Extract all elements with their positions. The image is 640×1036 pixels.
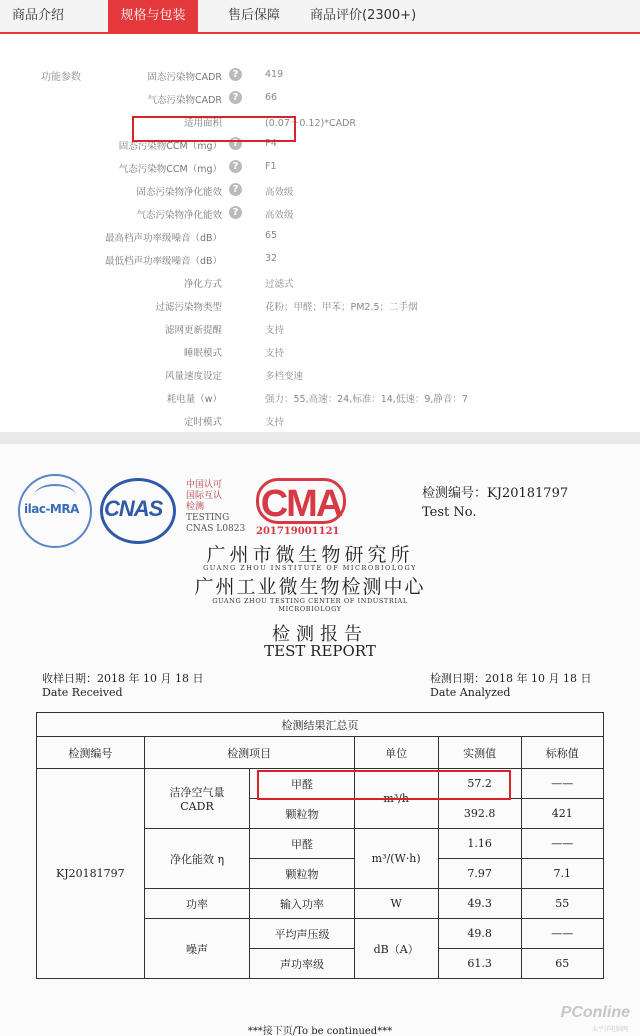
nominal-cell: —— [521, 829, 603, 859]
spec-value: 多档变速 [265, 371, 304, 382]
item-cell: 颗粒物 [250, 859, 354, 889]
report-title: 检测报告 [272, 624, 368, 645]
spec-row [0, 158, 640, 178]
table-header: 检测编号 [37, 737, 145, 769]
section-divider [0, 432, 640, 444]
org-name: 广州市微生物研究所 [206, 544, 414, 566]
spec-label: 气态污染物CCM（mg） [118, 164, 222, 175]
spec-label: 最低档声功率级噪音（dB） [104, 256, 222, 267]
highlight-box [132, 116, 296, 142]
spec-panel [0, 34, 640, 432]
unit-cell: m³/h [354, 769, 438, 829]
spec-row [0, 181, 640, 201]
spec-label: 定时模式 [183, 417, 222, 428]
center-name-en: GUANG ZHOU TESTING CENTER OF INDUSTRIAL MICROBIOLOGY [212, 597, 408, 613]
measured-cell: 7.97 [438, 859, 521, 889]
measured-cell: 61.3 [438, 949, 521, 979]
date-analyzed: 检测日期：2018 年 10 月 18 日 Date Analyzed [430, 672, 592, 699]
continued-note: ***接下页/To be continued*** [247, 1026, 393, 1036]
cma-logo: CMA [256, 474, 346, 530]
power-label-cell: 功率 [144, 889, 250, 919]
item-cell: 平均声压级 [250, 919, 354, 949]
date-received: 收样日期：2018 年 10 月 18 日 Date Received [42, 672, 204, 699]
efficiency-label-cell: 净化能效 η [144, 829, 250, 889]
spec-label: 风量速度设定 [164, 371, 222, 382]
results-table [36, 712, 604, 979]
measured-cell: 392.8 [438, 799, 521, 829]
spec-row [0, 204, 640, 224]
spec-row [0, 112, 640, 132]
help-icon[interactable]: ? [229, 160, 242, 173]
spec-value: (0.07～0.12)*CADR [265, 118, 357, 129]
tab-product-intro[interactable]: 商品介绍 [12, 8, 65, 23]
nominal-cell: 421 [521, 799, 603, 829]
cadr-label-cell: 洁净空气量 CADR [144, 769, 250, 829]
spec-value: 419 [265, 69, 284, 80]
unit-cell: dB（A） [354, 919, 438, 979]
spec-label: 净化方式 [183, 279, 222, 290]
spec-value: 过滤式 [265, 279, 294, 290]
tab-after-sales[interactable]: 售后保障 [228, 8, 281, 23]
help-icon[interactable]: ? [229, 206, 242, 219]
table-header: 标称值 [521, 737, 603, 769]
spec-label: 气态污染物净化能效 [136, 210, 222, 221]
measured-cell: 57.2 [438, 769, 521, 799]
item-cell: 甲醛 [250, 829, 354, 859]
nominal-cell: 55 [521, 889, 603, 919]
spec-row [0, 319, 640, 339]
ilac-mra-logo: ilac-MRA [18, 474, 92, 548]
spec-label: 固态污染物CADR [147, 72, 222, 83]
accreditation-text: 中国认可 国际互认 检测 TESTING CNAS L0823 [186, 480, 246, 534]
spec-row [0, 273, 640, 293]
measured-cell: 1.16 [438, 829, 521, 859]
table-header: 实测值 [438, 737, 521, 769]
spec-label: 过滤污染物类型 [155, 302, 222, 313]
spec-value: P4 [265, 138, 277, 149]
item-cell: 声功率级 [250, 949, 354, 979]
spec-label: 气态污染物CADR [147, 95, 222, 106]
cma-number: 201719001121 [256, 526, 340, 537]
unit-cell: W [354, 889, 438, 919]
spec-value: 高效级 [265, 187, 294, 198]
help-icon[interactable]: ? [229, 68, 242, 81]
spec-row [0, 135, 640, 155]
item-cell: 甲醛 [250, 769, 354, 799]
product-tabs [0, 0, 640, 34]
spec-label: 滤网更新提醒 [164, 325, 222, 336]
measured-cell: 49.3 [438, 889, 521, 919]
cnas-logo: CNAS [100, 478, 178, 544]
nominal-cell: —— [521, 919, 603, 949]
spec-value: 强力：55,高速：24,标准：14,低速：9,静音：7 [265, 394, 468, 405]
spec-value: 支持 [265, 417, 285, 428]
spec-row [0, 365, 640, 385]
spec-section-label: 功能参数 [41, 72, 81, 83]
report-title-en: TEST REPORT [264, 642, 376, 660]
spec-row [0, 250, 640, 270]
highlight-box [257, 770, 511, 800]
table-header: 检测项目 [144, 737, 354, 769]
measured-cell: 49.8 [438, 919, 521, 949]
spec-value: 66 [265, 92, 278, 103]
spec-row [0, 342, 640, 362]
nominal-cell: 7.1 [521, 859, 603, 889]
table-caption: 检测结果汇总页 [37, 713, 604, 737]
spec-row [0, 89, 640, 109]
spec-label: 耗电量（w） [166, 394, 222, 405]
spec-label: 适用面积 [183, 118, 222, 129]
spec-row [0, 296, 640, 316]
spec-row [0, 66, 640, 86]
unit-cell: m³/(W·h) [354, 829, 438, 889]
spec-row [0, 388, 640, 408]
item-cell: 输入功率 [250, 889, 354, 919]
item-cell: 颗粒物 [250, 799, 354, 829]
spec-value: 65 [265, 230, 278, 241]
spec-row [0, 227, 640, 247]
test-report-image [0, 444, 640, 1036]
test-number: 检测编号：KJ20181797 Test No. [422, 486, 569, 520]
spec-label: 睡眠模式 [183, 348, 222, 359]
help-icon[interactable]: ? [229, 183, 242, 196]
tab-specs-packaging[interactable]: 规格与包装 [108, 0, 198, 32]
spec-label: 固态污染物CCM（mg） [118, 141, 222, 152]
watermark-sub: 太平洋电脑网 [591, 1026, 628, 1033]
noise-label-cell: 噪声 [144, 919, 250, 979]
spec-value: 支持 [265, 325, 285, 336]
help-icon[interactable]: ? [229, 137, 242, 150]
nominal-cell: 65 [521, 949, 603, 979]
spec-value: 花粉；甲醛；甲苯；PM2.5；二手烟 [265, 302, 418, 313]
spec-label: 最高档声功率级噪音（dB） [104, 233, 222, 244]
spec-row [0, 411, 640, 431]
org-name-en: GUANG ZHOU INSTITUTE OF MICROBIOLOGY [203, 564, 417, 572]
tab-reviews[interactable]: 商品评价(2300+) [310, 8, 417, 23]
sample-no-cell: KJ20181797 [37, 769, 145, 979]
watermark-logo: PConline [560, 1004, 630, 1021]
spec-label: 固态污染物净化能效 [136, 187, 222, 198]
center-name: 广州工业微生物检测中心 [194, 576, 426, 598]
table-header: 单位 [354, 737, 438, 769]
nominal-cell: —— [521, 769, 603, 799]
spec-value: 支持 [265, 348, 285, 359]
spec-value: 高效级 [265, 210, 294, 221]
spec-value: F1 [265, 161, 277, 172]
help-icon[interactable]: ? [229, 91, 242, 104]
spec-value: 32 [265, 253, 278, 264]
